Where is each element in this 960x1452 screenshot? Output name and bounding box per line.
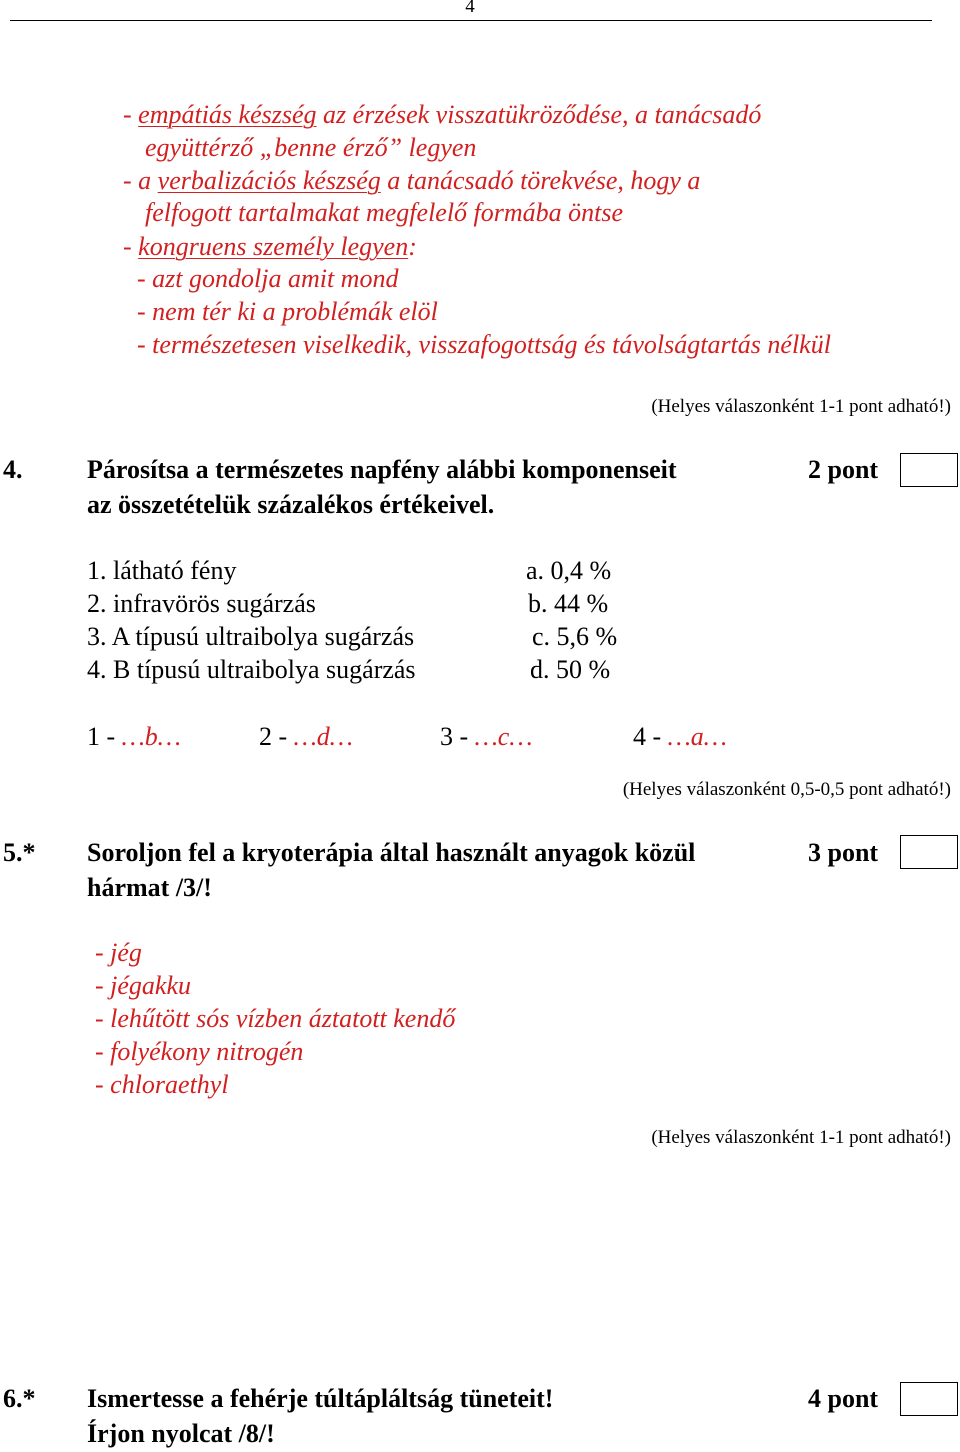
answer-line: - empátiás készség az érzések visszatükröződése, a tanácsadó xyxy=(123,100,762,129)
score-box[interactable] xyxy=(900,835,958,869)
question-text: Párosítsa a természetes napfény alábbi komponenseit xyxy=(87,455,677,484)
answer-line: - a verbalizációs készség a tanácsadó törekvése, hogy a xyxy=(123,166,701,195)
match-item: 2. infravörös sugárzás xyxy=(87,589,316,618)
match-answer: 2 - …d… xyxy=(259,722,353,751)
question-text: Ismertesse a fehérje túltápláltság tüneteit! xyxy=(87,1384,554,1413)
header-rule xyxy=(10,20,932,21)
points-label: 3 pont xyxy=(808,838,879,867)
answer-line: - azt gondolja amit mond xyxy=(137,264,399,293)
answer-line: - lehűtött sós vízben áztatott kendő xyxy=(95,1004,456,1033)
scoring-note: (Helyes válaszonként 0,5-0,5 pont adható!) xyxy=(622,779,951,800)
question-text: Soroljon fel a kryoterápia által használt anyagok közül xyxy=(87,838,696,867)
answer-line: - chloraethyl xyxy=(95,1070,229,1099)
match-option: b. 44 % xyxy=(528,589,609,618)
score-box[interactable] xyxy=(900,453,958,487)
match-answer: 4 - …a… xyxy=(633,722,727,751)
match-option: c. 5,6 % xyxy=(532,622,618,651)
question-number: 4. xyxy=(3,455,23,484)
question-number: 6.* xyxy=(3,1384,36,1413)
match-item: 4. B típusú ultraibolya sugárzás xyxy=(87,655,416,684)
answer-line: - nem tér ki a problémák elöl xyxy=(137,297,438,326)
answer-line: - jég xyxy=(95,938,142,967)
question-text: hármat /3/! xyxy=(87,873,212,902)
question-number: 5.* xyxy=(3,838,36,867)
question-text: az összetételük százalékos értékeivel. xyxy=(87,490,495,519)
points-label: 2 pont xyxy=(808,455,879,484)
match-item: 1. látható fény xyxy=(87,556,237,585)
answer-line: - kongruens személy legyen: xyxy=(123,232,417,261)
scoring-note: (Helyes válaszonként 1-1 pont adható!) xyxy=(651,1127,951,1148)
answer-line: - jégakku xyxy=(95,971,192,1000)
page-number: 4 xyxy=(465,0,475,17)
points-label: 4 pont xyxy=(808,1384,879,1413)
answer-line: - természetesen viselkedik, visszafogottság és távolságtartás nélkül xyxy=(137,330,831,359)
scoring-note: (Helyes válaszonként 1-1 pont adható!) xyxy=(651,396,951,417)
score-box[interactable] xyxy=(900,1382,958,1416)
answer-line: - folyékony nitrogén xyxy=(95,1037,304,1066)
match-answer: 1 - …b… xyxy=(87,722,181,751)
match-item: 3. A típusú ultraibolya sugárzás xyxy=(87,622,415,651)
match-option: d. 50 % xyxy=(530,655,611,684)
match-answer: 3 - …c… xyxy=(440,722,533,751)
match-option: a. 0,4 % xyxy=(526,556,612,585)
answer-line: felfogott tartalmakat megfelelő formába öntse xyxy=(145,198,624,227)
question-text: Írjon nyolcat /8/! xyxy=(87,1419,275,1448)
answer-line: együttérző „benne érző” legyen xyxy=(145,133,477,162)
